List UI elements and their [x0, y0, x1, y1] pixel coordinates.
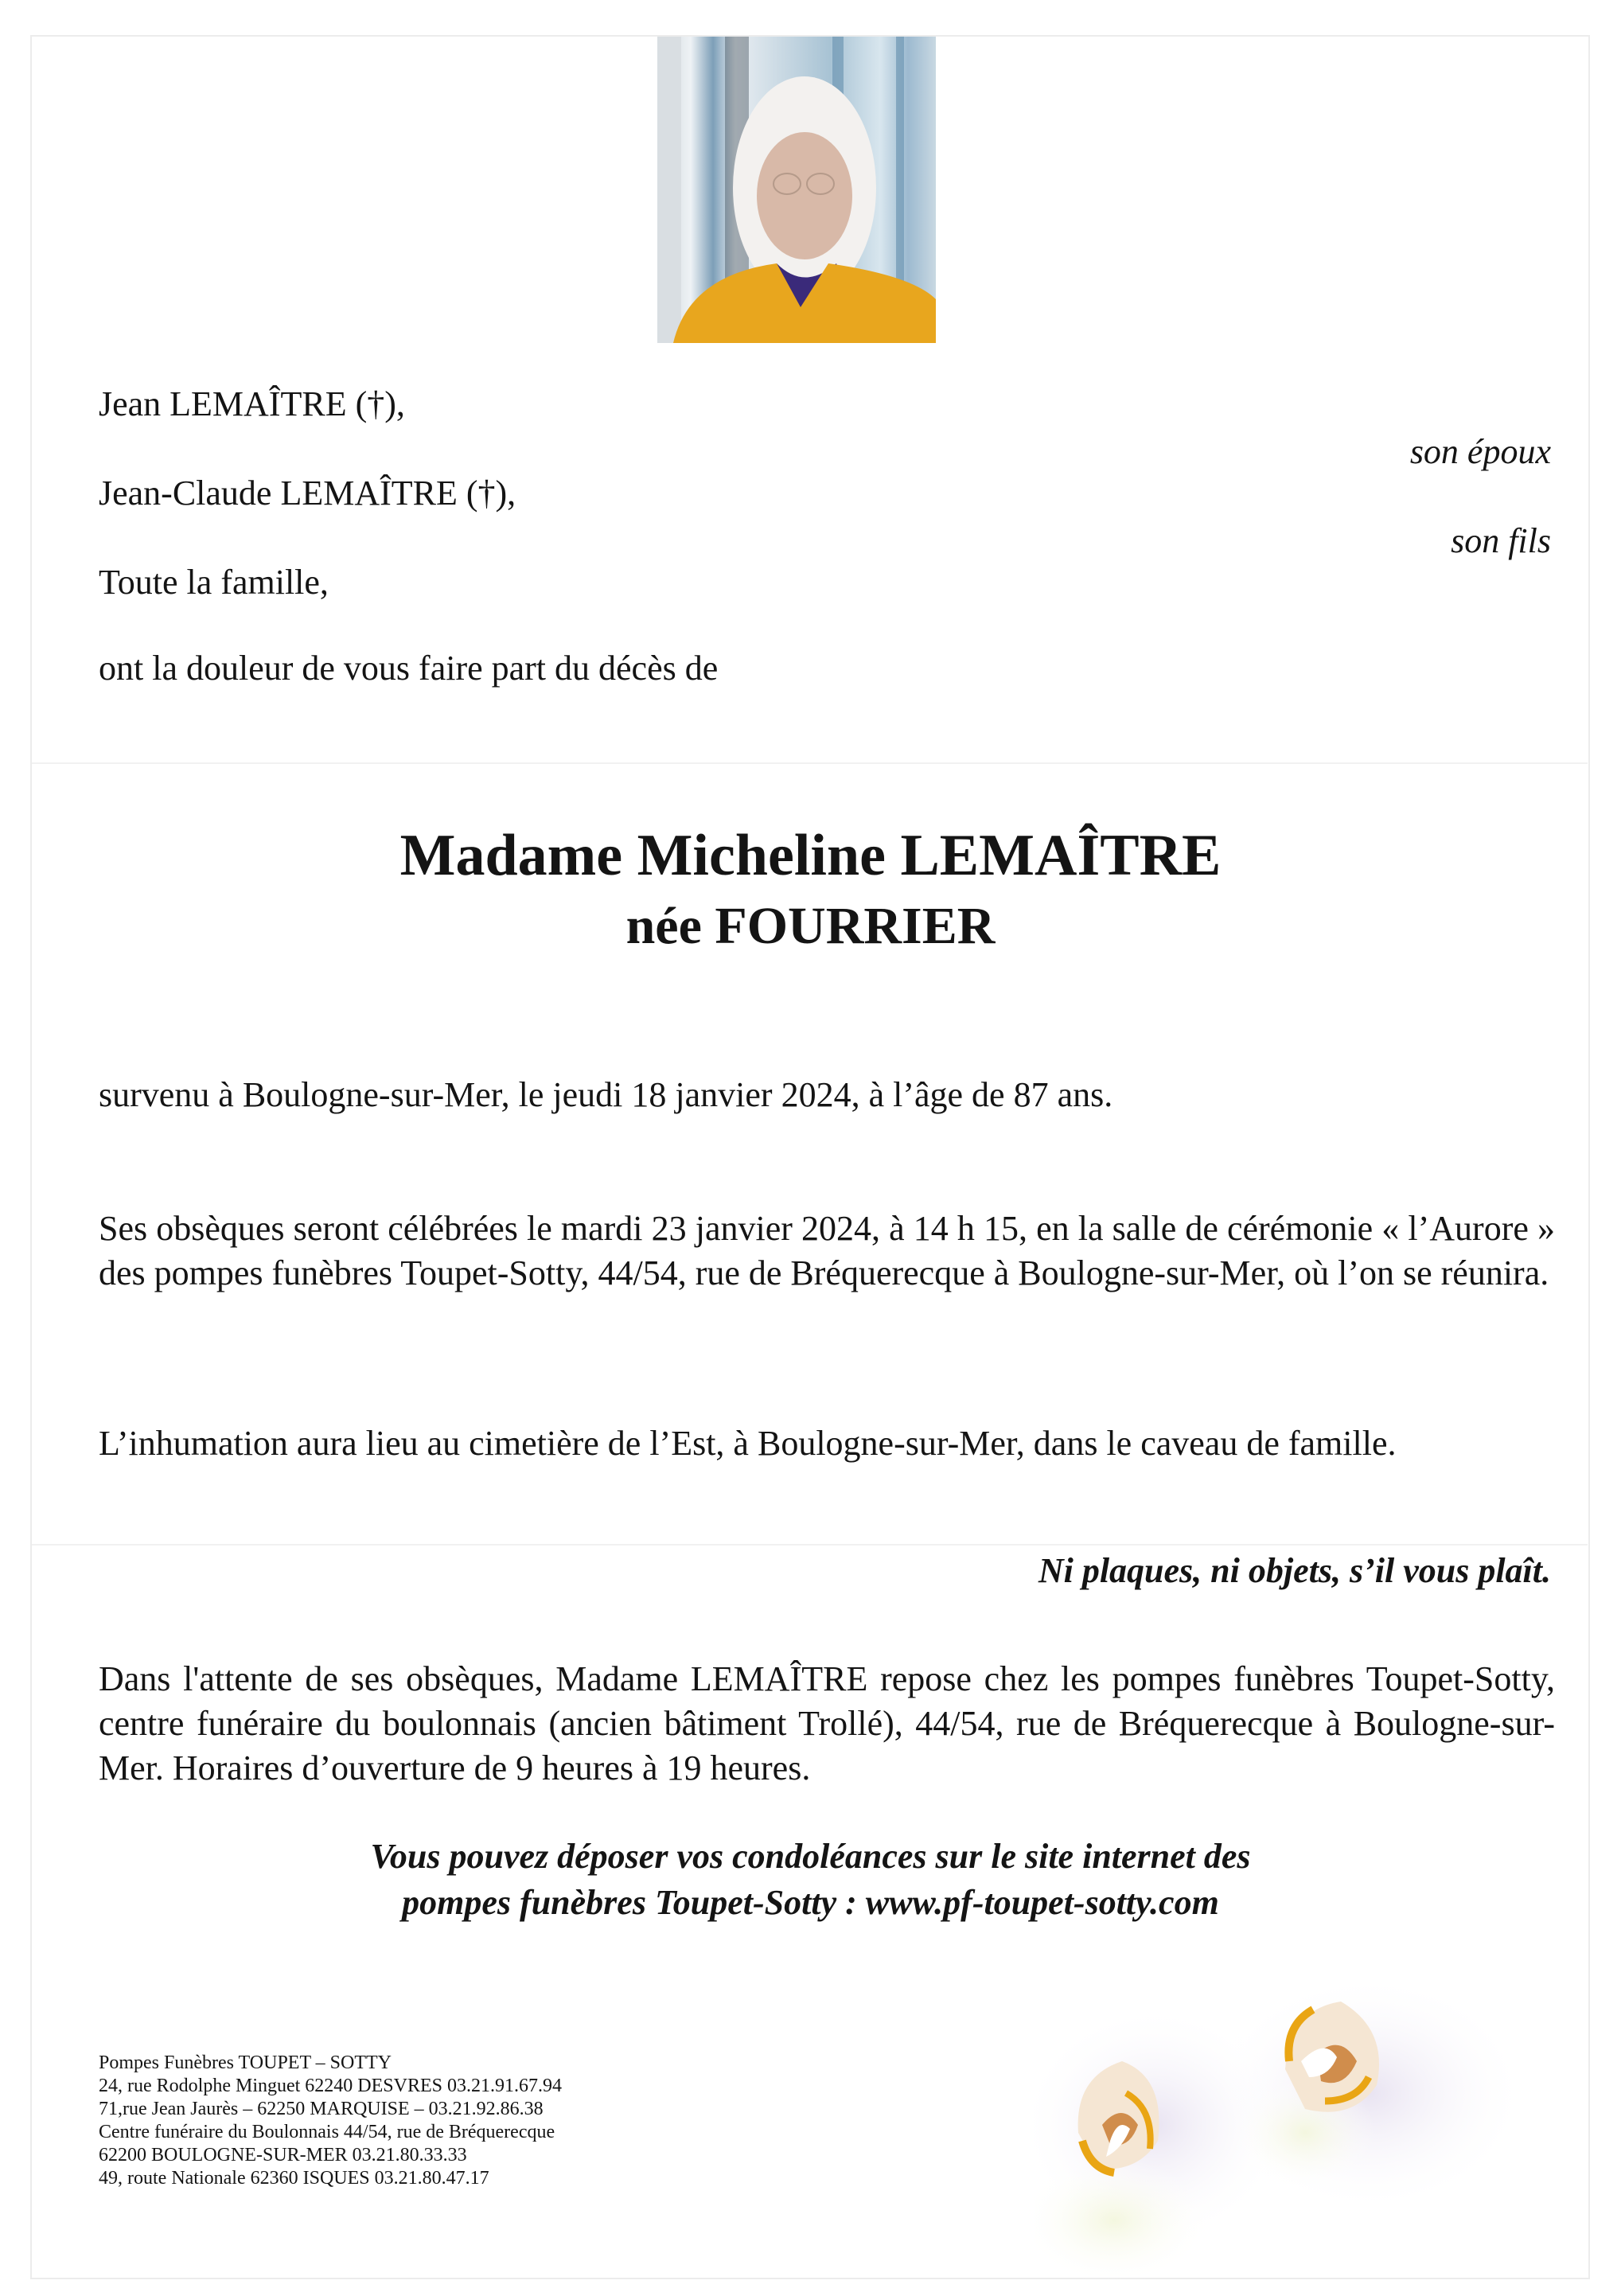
section-divider	[32, 1544, 1588, 1546]
section-divider	[32, 762, 1588, 764]
address-marquise: 71,rue Jean Jaurès – 62250 MARQUISE – 03.21.92.86.38	[99, 2099, 544, 2119]
family-member-son: Jean-Claude LEMAÎTRE (†),	[99, 474, 516, 513]
funeral-home-name: Pompes Funèbres TOUPET – SOTTY	[99, 2052, 392, 2073]
viewing-details: Dans l'attente de ses obsèques, Madame LEMAÎTRE repose chez les pompes funèbres Toupet-Sotty, centre funéraire du boulonnais (ancien bâtiment Trollé), 44/54, rue de Bréquerecque à Boulogne-sur-Mer. Horaires d’ouverture de 9 heures à 19 heures.	[99, 1659, 1555, 1787]
announcement-intro: ont la douleur de vous faire part du décès de	[99, 649, 719, 688]
family-all: Toute la famille,	[99, 563, 329, 602]
condolences-line-2: pompes funèbres Toupet-Sotty : www.pf-toupet-sotty.com	[402, 1883, 1219, 1922]
deceased-maiden-name: née FOURRIER	[625, 897, 996, 955]
death-details: survenu à Boulogne-sur-Mer, le jeudi 18 janvier 2024, à l’âge de 87 ans.	[99, 1075, 1113, 1114]
address-boulogne-street: Centre funéraire du Boulonnais 44/54, rue de Bréquerecque	[99, 2122, 555, 2142]
burial-details: L’inhumation aura lieu au cimetière de l’Est, à Boulogne-sur-Mer, dans le caveau de famille.	[99, 1424, 1397, 1463]
funeral-details: Ses obsèques seront célébrées le mardi 23 janvier 2024, à 14 h 15, en la salle de cérémonie « l’Aurore » des pompes funèbres Toupet-Sotty, 44/54, rue de Bréquerecque à Boulogne-sur-Mer, où l’on se réunira.	[99, 1209, 1555, 1292]
family-member-spouse: Jean LEMAÎTRE (†),	[99, 384, 405, 423]
relation-spouse: son époux	[1409, 432, 1551, 471]
orchid-flowers-icon	[1035, 1950, 1621, 2292]
portrait-photo	[657, 37, 936, 343]
address-isques: 49, route Nationale 62360 ISQUES 03.21.80.47.17	[99, 2168, 489, 2189]
no-flowers-notice: Ni plaques, ni objets, s’il vous plaît.	[1038, 1551, 1551, 1590]
page-border	[30, 35, 1590, 2279]
funeral-home-contacts	[99, 2052, 562, 2190]
address-desvres: 24, rue Rodolphe Minguet 62240 DESVRES 03.21.91.67.94	[99, 2076, 562, 2096]
deceased-name: Madame Micheline LEMAÎTRE	[399, 823, 1222, 888]
address-boulogne-city: 62200 BOULOGNE-SUR-MER 03.21.80.33.33	[99, 2145, 467, 2165]
portrait-illustration	[657, 37, 936, 343]
relation-son: son fils	[1451, 521, 1551, 560]
condolences-line-1: Vous pouvez déposer vos condoléances sur le site internet des	[370, 1837, 1251, 1876]
